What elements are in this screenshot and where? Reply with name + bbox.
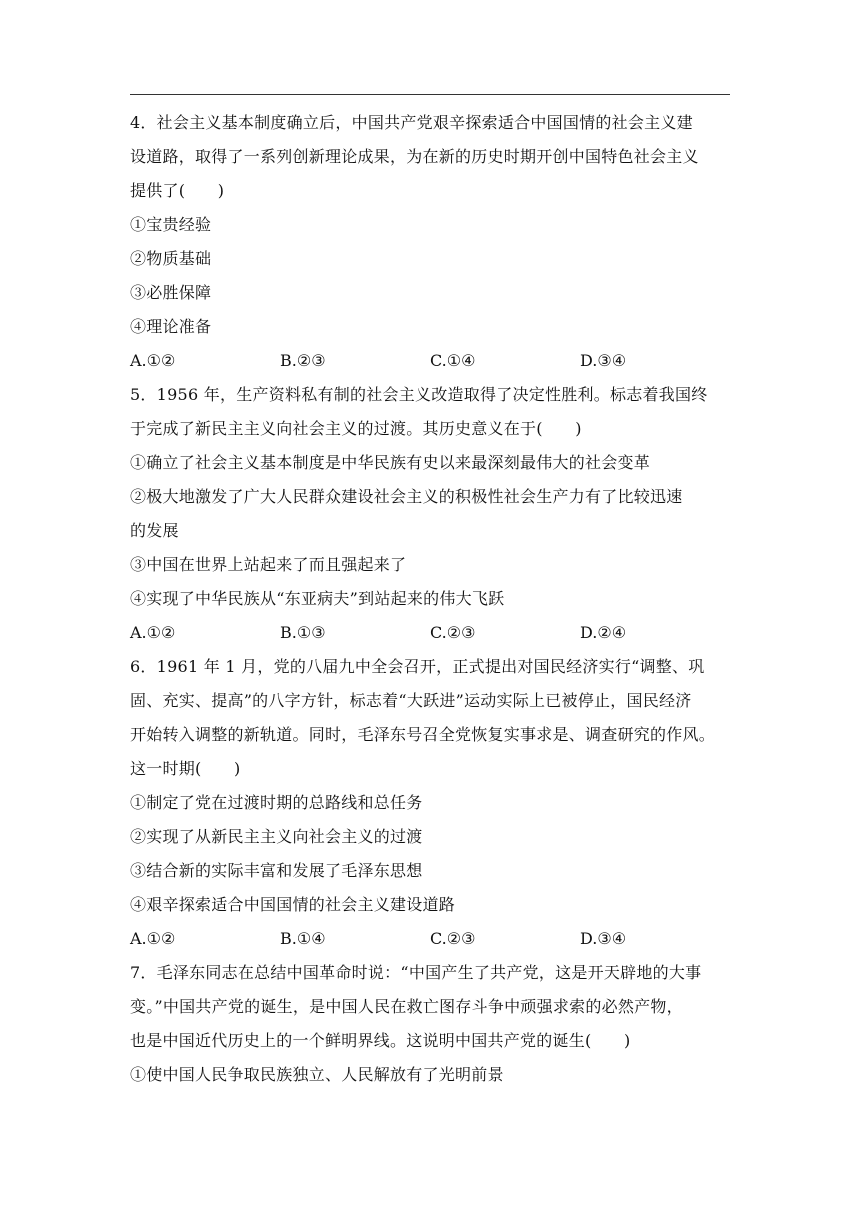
question-6-option-a: A.①② xyxy=(130,929,176,948)
question-4-statement-2: ②物质基础 xyxy=(130,249,212,268)
question-7-stem-line-3: 也是中国近代历史上的一个鲜明界线。这说明中国共产党的诞生( ) xyxy=(130,1031,631,1050)
question-6 xyxy=(130,650,730,956)
question-6-stem-line-2: 固、充实、提高”的八字方针，标志着“大跃进”运动实际上已被停止，国民经济 xyxy=(130,691,692,710)
question-5-option-b: B.①③ xyxy=(280,623,326,642)
question-5-statement-3: ③中国在世界上站起来了而且强起来了 xyxy=(130,555,407,574)
question-4-stem-line-3: 提供了( ) xyxy=(130,181,225,200)
question-list xyxy=(130,106,730,1092)
question-6-stem-line-1: 6．1961 年 1 月，党的八届九中全会召开，正式提出对国民经济实行“调整、巩 xyxy=(130,657,705,676)
question-5 xyxy=(130,378,730,650)
question-6-statement-4: ④艰辛探索适合中国国情的社会主义建设道路 xyxy=(130,895,456,914)
question-5-statement-1: ①确立了社会主义基本制度是中华民族有史以来最深刻最伟大的社会变革 xyxy=(130,453,651,472)
question-4-options xyxy=(130,344,730,378)
question-4-statement-3: ③必胜保障 xyxy=(130,283,212,302)
question-4 xyxy=(130,106,730,378)
question-7-statement-1: ①使中国人民争取民族独立、人民解放有了光明前景 xyxy=(130,1065,504,1084)
question-7-stem-line-1: 7．毛泽东同志在总结中国革命时说：“中国产生了共产党，这是开天辟地的大事 xyxy=(130,963,702,982)
question-6-options xyxy=(130,922,730,956)
question-5-statement-4: ④实现了中华民族从“东亚病夫”到站起来的伟大飞跃 xyxy=(130,589,505,608)
question-5-option-d: D.②④ xyxy=(580,623,627,642)
question-6-statement-1: ①制定了党在过渡时期的总路线和总任务 xyxy=(130,793,423,812)
question-6-option-d: D.③④ xyxy=(580,929,627,948)
question-4-stem-line-2: 设道路，取得了一系列创新理论成果，为在新的历史时期开创中国特色社会主义 xyxy=(130,147,699,166)
question-6-stem-line-4: 这一时期( ) xyxy=(130,759,241,778)
question-4-option-a: A.①② xyxy=(130,351,176,370)
question-6-statement-2: ②实现了从新民主主义向社会主义的过渡 xyxy=(130,827,423,846)
question-5-option-c: C.②③ xyxy=(430,623,476,642)
question-4-option-b: B.②③ xyxy=(280,351,326,370)
question-6-stem-line-3: 开始转入调整的新轨道。同时，毛泽东号召全党恢复实事求是、调查研究的作风。 xyxy=(130,725,716,744)
question-4-option-d: D.③④ xyxy=(580,351,627,370)
question-7 xyxy=(130,956,730,1092)
question-4-statement-1: ①宝贵经验 xyxy=(130,215,212,234)
question-6-option-c: C.②③ xyxy=(430,929,476,948)
question-5-statement-2-cont: 的发展 xyxy=(130,521,179,540)
question-5-option-a: A.①② xyxy=(130,623,176,642)
question-5-stem-line-1: 5．1956 年，生产资料私有制的社会主义改造取得了决定性胜利。标志着我国终 xyxy=(130,385,708,404)
question-7-stem-line-2: 变。”中国共产党的诞生，是中国人民在救亡图存斗争中顽强求索的必然产物， xyxy=(130,997,683,1016)
header-rule xyxy=(130,94,730,95)
question-5-stem-line-2: 于完成了新民主主义向社会主义的过渡。其历史意义在于( ) xyxy=(130,419,582,438)
question-4-statement-4: ④理论准备 xyxy=(130,317,212,336)
question-6-option-b: B.①④ xyxy=(280,929,326,948)
question-4-stem-line-1: 4．社会主义基本制度确立后，中国共产党艰辛探索适合中国国情的社会主义建 xyxy=(130,113,693,132)
question-6-statement-3: ③结合新的实际丰富和发展了毛泽东思想 xyxy=(130,861,423,880)
question-4-option-c: C.①④ xyxy=(430,351,476,370)
question-5-options xyxy=(130,616,730,650)
question-5-statement-2: ②极大地激发了广大人民群众建设社会主义的积极性社会生产力有了比较迅速 xyxy=(130,487,683,506)
